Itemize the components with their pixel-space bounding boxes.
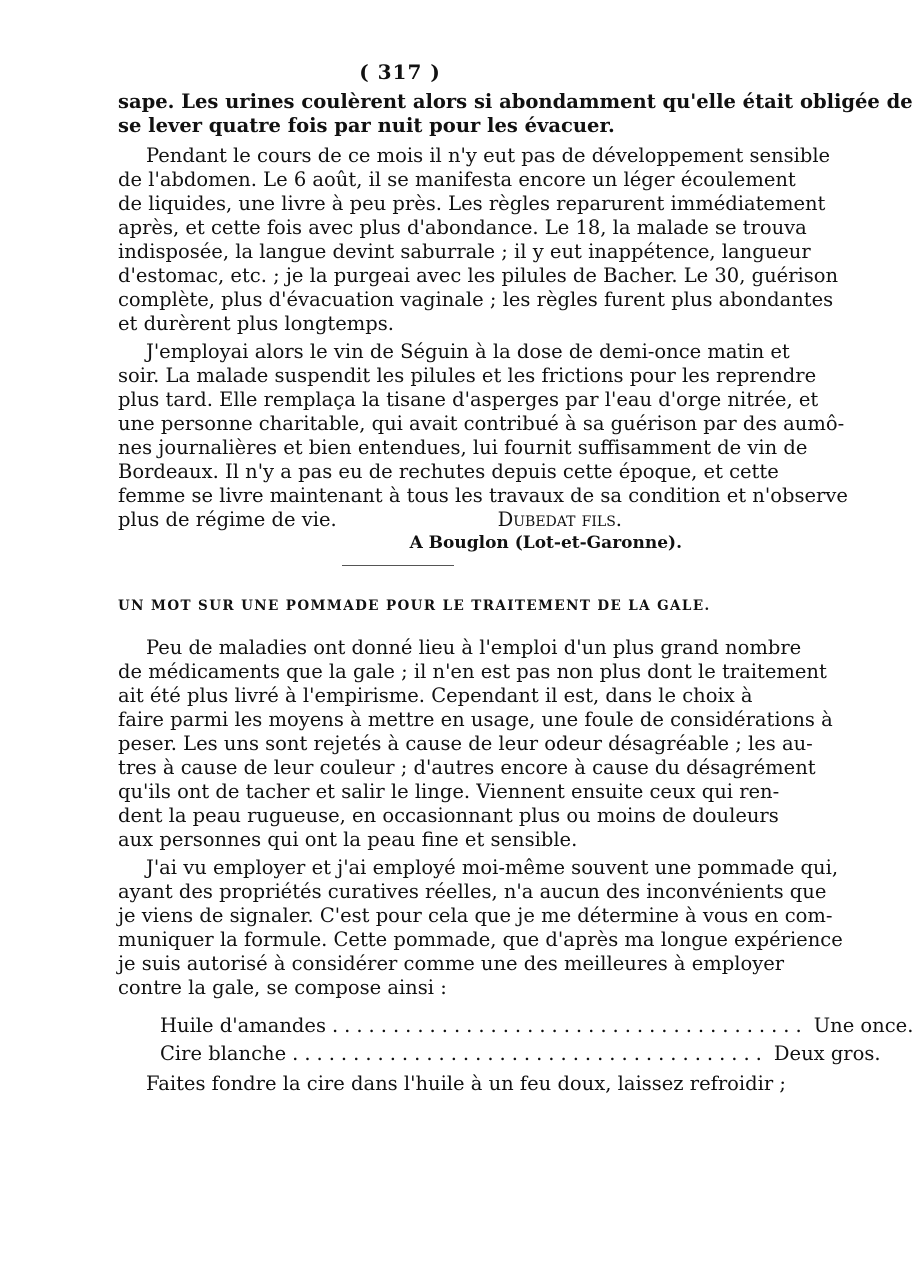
section-title: UN MOT SUR UNE POMMADE POUR LE TRAITEMENT DE LA GALE. [118,598,711,614]
text-line: J'employai alors le vin de Séguin à la dose de demi-once matin et [146,340,790,363]
text-line: d'estomac, etc. ; je la purgeai avec les pilules de Bacher. Le 30, guérison [118,264,839,287]
text-line: de l'abdomen. Le 6 août, il se manifesta encore un léger écoulement [118,168,796,191]
recipe-quantity: Une once. [813,1014,913,1037]
text-line: nes journalières et bien entendues, lui fournit suffisamment de vin de [118,436,808,459]
text-line: faire parmi les moyens à mettre en usage, une foule de considérations à [118,708,833,731]
text-line: contre la gale, se compose ainsi : [118,976,447,999]
author-signature: Dubedat fils. [497,508,622,531]
text-line: femme se livre maintenant à tous les travaux de sa condition et n'observe [118,484,848,507]
text-line: plus tard. Elle remplaça la tisane d'asperges par l'eau d'orge nitrée, et [118,388,819,411]
recipe-ingredient: Huile d'amandes [160,1014,326,1037]
article-body-continued [118,1072,786,1096]
text-line: de liquides, une livre à peu près. Les règles reparurent immédiatement [118,192,826,215]
text-line: ayant des propriétés curatives réelles, n'a aucun des inconvénients que [118,880,827,903]
text-line: tres à cause de leur couleur ; d'autres encore à cause du désagrément [118,756,816,779]
text-line: Faites fondre la cire dans l'huile à un feu doux, laissez refroidir ; [146,1072,786,1095]
text-line: se lever quatre fois par nuit pour les évacuer. [118,114,615,137]
text-line: soir. La malade suspendit les pilules et les frictions pour les reprendre [118,364,817,387]
text-line: dent la peau rugueuse, en occasionnant plus ou moins de douleurs [118,804,779,827]
text-line: après, et cette fois avec plus d'abondance. Le 18, la malade se trouva [118,216,807,239]
text-line: je suis autorisé à considérer comme une des meilleures à employer [118,952,785,975]
article-body [118,636,843,1000]
recipe-list [160,1012,913,1068]
article-continuation [118,90,913,554]
text-line: qu'ils ont de tacher et salir le linge. Viennent ensuite ceux qui ren- [118,780,780,803]
recipe-row [160,1040,881,1068]
text-line: Bordeaux. Il n'y a pas eu de rechutes depuis cette époque, et cette [118,460,779,483]
text-line: Pendant le cours de ce mois il n'y eut pas de développement sensible [146,144,831,167]
closing-line [118,508,682,532]
text-line: indisposée, la langue devint saburrale ; il y eut inappétence, langueur [118,240,811,263]
text-line: je viens de signaler. C'est pour cela que je me détermine à vous en com- [118,904,833,927]
text-line: plus de régime de vie. [118,508,337,531]
author-location: A Bouglon (Lot-et-Garonne). [409,533,682,553]
recipe-quantity: Deux gros. [773,1042,881,1065]
recipe-row [160,1012,913,1040]
text-line: J'ai vu employer et j'ai employé moi-même souvent une pommade qui, [146,856,839,879]
text-line: peser. Les uns sont rejetés à cause de leur odeur désagréable ; les au- [118,732,813,755]
text-line: une personne charitable, qui avait contribué à sa guérison par des aumô- [118,412,845,435]
text-line: Peu de maladies ont donné lieu à l'emploi d'un plus grand nombre [146,636,802,659]
leader-dots: ....................................... [331,1014,808,1037]
recipe-ingredient: Cire blanche [160,1042,287,1065]
page-number: ( 317 ) [359,60,441,84]
text-line: sape. Les urines coulèrent alors si abondamment qu'elle était obligée de [118,90,913,113]
text-line: muniquer la formule. Cette pommade, que d'après ma longue expérience [118,928,843,951]
text-line: de médicaments que la gale ; il n'en est pas non plus dont le traitement [118,660,827,683]
text-line: complète, plus d'évacuation vaginale ; les règles furent plus abondantes [118,288,834,311]
text-line: aux personnes qui ont la peau fine et sensible. [118,828,578,851]
text-line: et durèrent plus longtemps. [118,312,394,335]
leader-dots: ....................................... [292,1042,768,1065]
section-divider [342,565,454,566]
text-line: ait été plus livré à l'empirisme. Cependant il est, dans le choix à [118,684,753,707]
